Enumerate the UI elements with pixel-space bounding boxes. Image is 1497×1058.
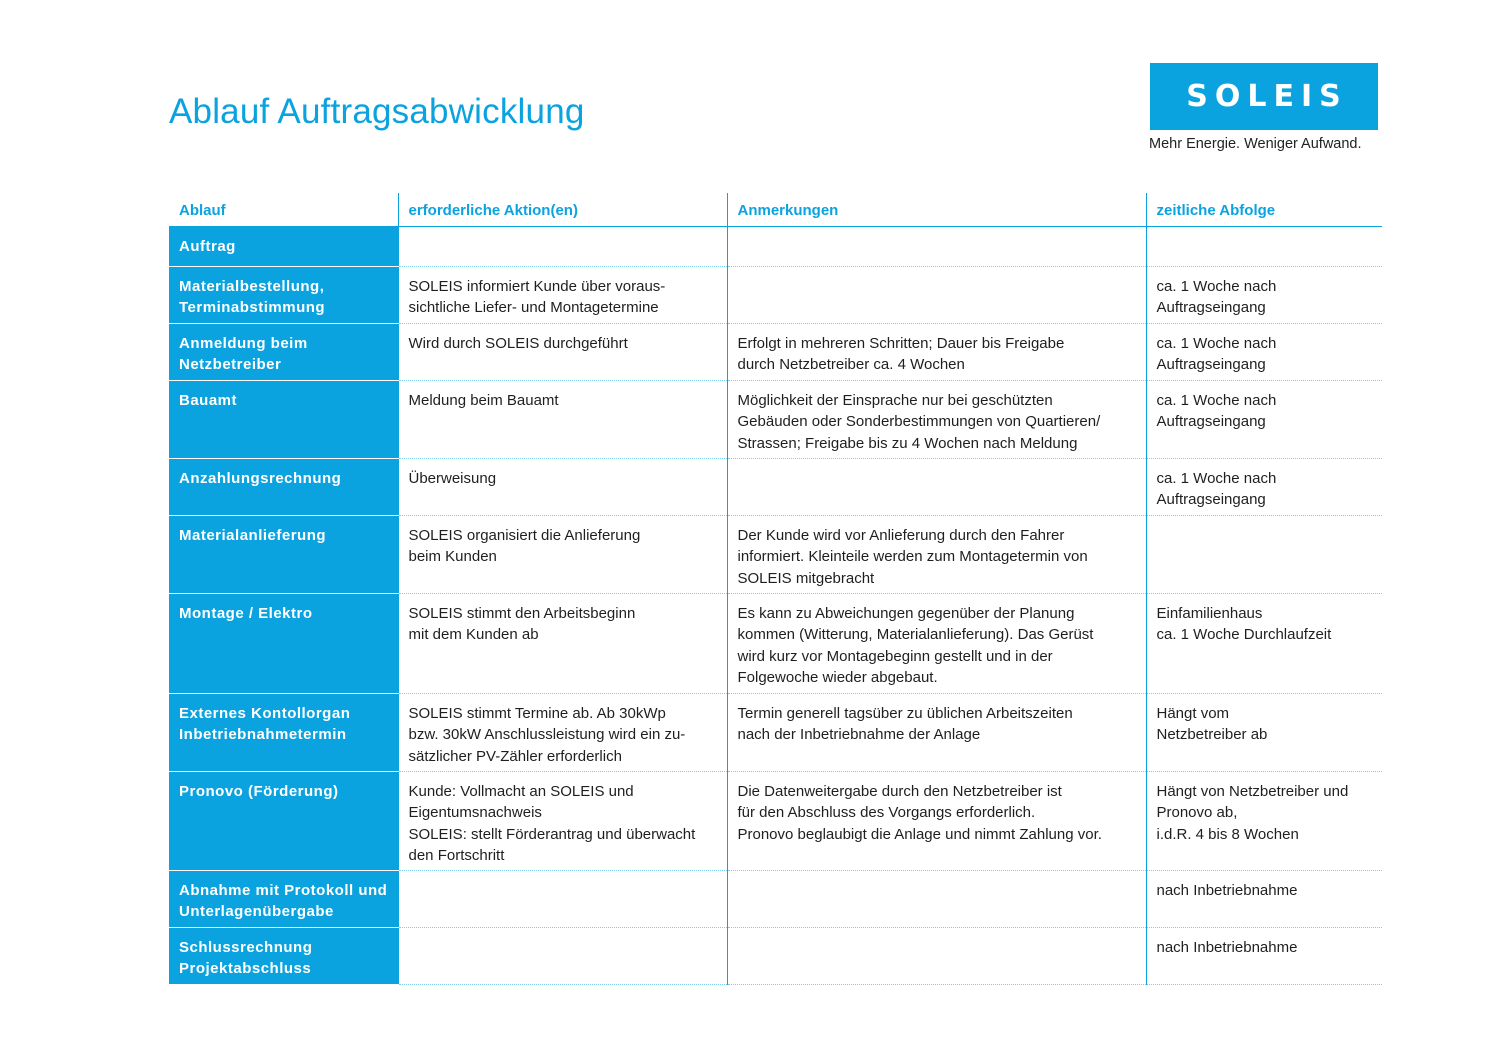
table-row: [169, 381, 1382, 459]
row-action-cell: [398, 871, 727, 928]
row-step-label: [169, 772, 398, 871]
row-timing-cell: [1146, 459, 1382, 516]
row-step-label-text: Anmeldung beim Netzbetreiber: [179, 335, 308, 374]
header-row: [169, 193, 1382, 227]
row-action-cell-text: SOLEIS stimmt Termine ab. Ab 30kWp bzw. 30kW Anschlussleistung wird ein zu- sätzlicher PV-Zähler erforderlich: [408, 705, 686, 765]
table-header: [169, 193, 1382, 227]
table-row: [169, 694, 1382, 772]
row-step-label-text: Abnahme mit Protokoll und Unterlagenübergabe: [179, 882, 388, 921]
row-notes-cell-text: Möglichkeit der Einsprache nur bei geschützten Gebäuden oder Sonderbestimmungen von Quartieren/ Strassen; Freigabe bis zu 4 Wochen nach Meldung: [737, 392, 1101, 452]
table-row: [169, 928, 1382, 985]
table-row: [169, 459, 1382, 516]
table-body: [169, 227, 1382, 985]
row-action-cell: [398, 772, 727, 871]
row-step-label-text: Pronovo (Förderung): [179, 783, 339, 800]
row-timing-cell-text: Hängt von Netzbetreiber und Pronovo ab, i.d.R. 4 bis 8 Wochen: [1156, 783, 1349, 843]
row-action-cell-text: SOLEIS organisiert die Anlieferung beim Kunden: [408, 527, 641, 566]
row-action-cell: [398, 516, 727, 594]
row-step-label: [169, 324, 398, 381]
row-notes-cell: [727, 324, 1146, 381]
row-step-label: [169, 594, 398, 694]
row-timing-cell-text: ca. 1 Woche nach Auftragseingang: [1156, 392, 1277, 431]
table-row: [169, 594, 1382, 694]
row-step-label: [169, 516, 398, 594]
row-timing-cell-text: nach Inbetriebnahme: [1156, 939, 1298, 957]
column-header-anmerkungen: Anmerkungen: [727, 193, 1146, 227]
row-action-cell-text: SOLEIS stimmt den Arbeitsbeginn mit dem Kunden ab: [408, 605, 636, 644]
row-notes-cell: [727, 516, 1146, 594]
row-timing-cell-text: Einfamilienhaus ca. 1 Woche Durchlaufzeit: [1156, 605, 1332, 644]
column-header-zeitliche-abfolge: zeitliche Abfolge: [1146, 193, 1382, 227]
row-action-cell-text: Meldung beim Bauamt: [408, 392, 559, 409]
table-row: [169, 516, 1382, 594]
page-title: Ablauf Auftragsabwicklung: [169, 92, 585, 131]
row-step-label-text: Montage / Elektro: [179, 605, 313, 622]
row-action-cell-text: Kunde: Vollmacht an SOLEIS und Eigentumsnachweis SOLEIS: stellt Förderantrag und überwacht den Fortschritt: [408, 783, 696, 864]
row-timing-cell: [1146, 928, 1382, 985]
row-action-cell: [398, 459, 727, 516]
table-row: [169, 267, 1382, 324]
column-header-aktionen: erforderliche Aktion(en): [398, 193, 727, 227]
table-row: [169, 772, 1382, 871]
soleis-logo: [1150, 63, 1378, 130]
row-timing-cell: [1146, 772, 1382, 871]
table-row: [169, 324, 1382, 381]
row-notes-cell-text: Erfolgt in mehreren Schritten; Dauer bis Freigabe durch Netzbetreiber ca. 4 Wochen: [737, 335, 1065, 374]
row-timing-cell: [1146, 227, 1382, 267]
row-step-label-text: Anzahlungsrechnung: [179, 470, 342, 487]
row-action-cell: [398, 694, 727, 772]
row-step-label-text: Bauamt: [179, 392, 238, 409]
row-notes-cell: [727, 381, 1146, 459]
row-timing-cell-text: ca. 1 Woche nach Auftragseingang: [1156, 335, 1277, 374]
row-notes-cell: [727, 928, 1146, 985]
column-header-ablauf: Ablauf: [169, 193, 398, 227]
row-action-cell-text: Überweisung: [408, 470, 497, 487]
logo-text: SOLEIS: [1186, 79, 1348, 114]
row-action-cell: [398, 227, 727, 267]
row-step-label-text: Schlussrechnung Projektabschluss: [179, 939, 313, 978]
row-notes-cell-text: Termin generell tagsüber zu üblichen Arbeitszeiten nach der Inbetriebnahme der Anlage: [737, 705, 1073, 744]
row-timing-cell-text: nach Inbetriebnahme: [1156, 882, 1298, 900]
row-notes-cell: [727, 594, 1146, 694]
row-notes-cell: [727, 267, 1146, 324]
row-step-label: [169, 381, 398, 459]
row-step-label: [169, 227, 398, 267]
table-row: [169, 227, 1382, 267]
row-action-cell: [398, 267, 727, 324]
row-notes-cell: [727, 694, 1146, 772]
row-step-label-text: Materialanlieferung: [179, 527, 327, 544]
row-timing-cell: [1146, 381, 1382, 459]
row-action-cell-text: Wird durch SOLEIS durchgeführt: [408, 335, 628, 352]
row-action-cell: [398, 381, 727, 459]
row-notes-cell: [727, 459, 1146, 516]
row-step-label-text: Auftrag: [179, 238, 236, 255]
row-step-label: [169, 459, 398, 516]
row-notes-cell: [727, 871, 1146, 928]
row-notes-cell-text: Die Datenweitergabe durch den Netzbetreiber ist für den Abschluss des Vorgangs erforderlich. Pronovo beglaubigt die Anlage und nimmt Zahlung vor.: [737, 783, 1102, 843]
row-notes-cell-text: Der Kunde wird vor Anlieferung durch den Fahrer informiert. Kleinteile werden zum Montagetermin von SOLEIS mitgebracht: [737, 527, 1088, 587]
row-action-cell: [398, 594, 727, 694]
row-step-label: [169, 871, 398, 928]
row-timing-cell: [1146, 871, 1382, 928]
row-step-label: [169, 694, 398, 772]
row-notes-cell-text: Es kann zu Abweichungen gegenüber der Planung kommen (Witterung, Materialanlieferung). Das Gerüst wird kurz vor Montagebeginn gestellt und in der Folgewoche wieder abgebaut.: [737, 605, 1094, 686]
row-step-label-text: Materialbestellung, Terminabstimmung: [179, 278, 326, 317]
table-row: [169, 871, 1382, 928]
row-step-label: [169, 267, 398, 324]
tagline: Mehr Energie. Weniger Aufwand.: [1149, 136, 1362, 152]
row-timing-cell-text: Hängt vom Netzbetreiber ab: [1156, 705, 1268, 744]
process-table: [169, 193, 1382, 985]
row-action-cell-text: SOLEIS informiert Kunde über voraus- sichtliche Liefer- und Montagetermine: [408, 278, 666, 317]
row-timing-cell: [1146, 594, 1382, 694]
row-timing-cell: [1146, 694, 1382, 772]
row-timing-cell-text: ca. 1 Woche nach Auftragseingang: [1156, 278, 1277, 317]
row-step-label: [169, 928, 398, 985]
row-timing-cell: [1146, 267, 1382, 324]
row-action-cell: [398, 928, 727, 985]
row-timing-cell: [1146, 516, 1382, 594]
row-timing-cell-text: ca. 1 Woche nach Auftragseingang: [1156, 470, 1277, 509]
row-notes-cell: [727, 227, 1146, 267]
row-notes-cell: [727, 772, 1146, 871]
row-action-cell: [398, 324, 727, 381]
row-step-label-text: Externes Kontollorgan Inbetriebnahmetermin: [179, 705, 351, 744]
row-timing-cell: [1146, 324, 1382, 381]
